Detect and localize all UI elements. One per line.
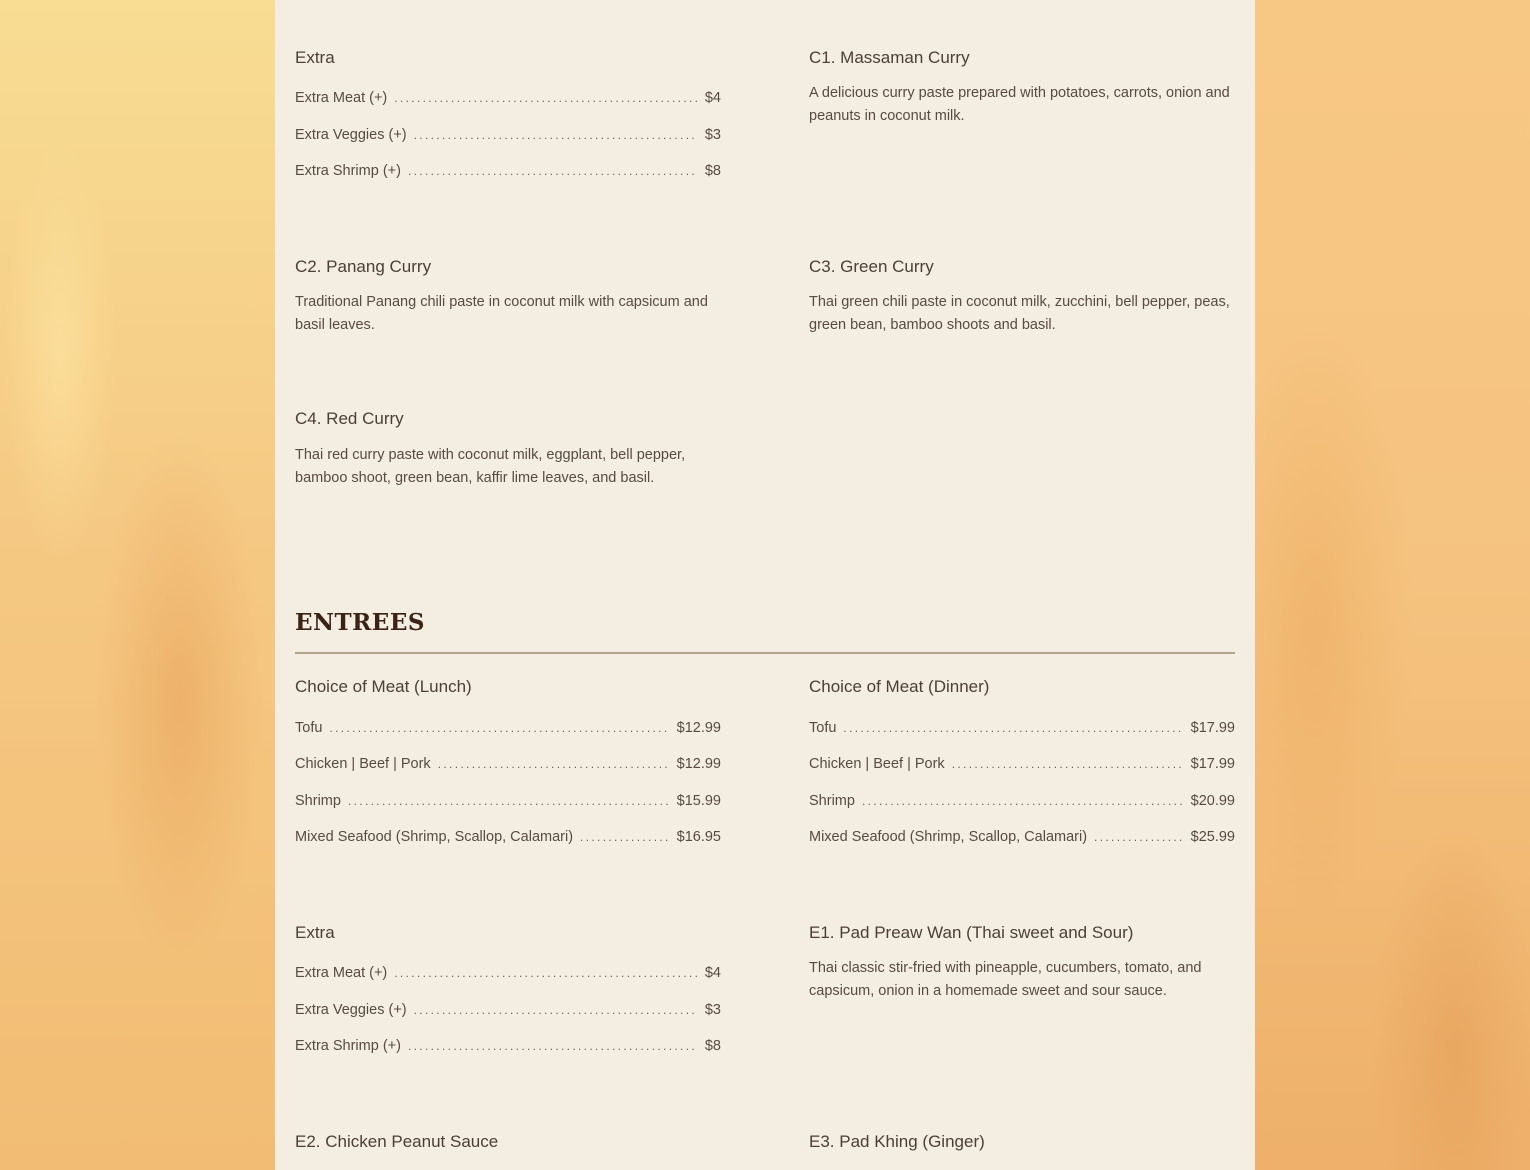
background-left [0, 0, 275, 1170]
menu-row [295, 793, 721, 809]
leader-dots [438, 757, 670, 771]
item-price: $16.95 [676, 829, 721, 845]
dish-description: A delicious curry paste prepared with potatoes, carrots, onion and peanuts in coconut milk. [809, 85, 1230, 124]
dish-description: Thai green chili paste in coconut milk, zucchini, bell pepper, peas, green bean, bamboo shoots and basil. [809, 294, 1230, 333]
menu-row [295, 965, 721, 981]
item-name: Shrimp [295, 793, 341, 809]
dish-title: C1. Massaman Curry [809, 48, 970, 67]
menu-row [809, 756, 1235, 772]
menu-row [295, 1002, 721, 1018]
menu-row [809, 793, 1235, 809]
menu-row [295, 90, 721, 106]
leader-dots [329, 721, 669, 735]
curry-extra-title: Extra [295, 48, 335, 67]
menu-row [809, 720, 1235, 736]
item-price: $4 [704, 965, 721, 981]
menu-row [295, 756, 721, 772]
leader-dots [952, 757, 1184, 771]
item-price: $3 [704, 127, 721, 143]
item-price: $15.99 [676, 793, 721, 809]
lunch-title: Choice of Meat (Lunch) [295, 677, 472, 696]
menu-panel [275, 0, 1255, 1170]
dish-description: Traditional Panang chili paste in coconut milk with capsicum and basil leaves. [295, 294, 708, 333]
item-price: $20.99 [1190, 793, 1235, 809]
menu-row [295, 127, 721, 143]
leader-dots [348, 794, 670, 808]
menu-row [295, 720, 721, 736]
item-name: Extra Meat (+) [295, 965, 388, 981]
dish-title: E2. Chicken Peanut Sauce [295, 1132, 499, 1151]
entrees-extra-title: Extra [295, 923, 335, 942]
item-name: Tofu [295, 720, 323, 736]
item-name: Chicken | Beef | Pork [809, 756, 945, 772]
item-name: Extra Meat (+) [295, 90, 388, 106]
leader-dots [394, 966, 698, 980]
menu-row [295, 163, 721, 179]
dinner-title: Choice of Meat (Dinner) [809, 677, 990, 696]
item-name: Shrimp [809, 793, 855, 809]
leader-dots [843, 721, 1183, 735]
item-price: $25.99 [1190, 829, 1235, 845]
dish-title: E3. Pad Khing (Ginger) [809, 1132, 985, 1151]
dish-title: C4. Red Curry [295, 409, 404, 428]
item-name: Extra Veggies (+) [295, 1002, 407, 1018]
item-name: Extra Veggies (+) [295, 127, 407, 143]
menu-row [809, 829, 1235, 845]
item-price: $3 [704, 1002, 721, 1018]
item-price: $8 [704, 1038, 721, 1054]
leader-dots [580, 830, 670, 844]
dish-title: C3. Green Curry [809, 257, 934, 276]
section-title-entrees: ENTREES [295, 609, 425, 636]
item-name: Tofu [809, 720, 837, 736]
background-right [1255, 0, 1530, 1170]
item-price: $4 [704, 90, 721, 106]
section-divider [295, 652, 1235, 654]
leader-dots [414, 128, 698, 142]
item-name: Mixed Seafood (Shrimp, Scallop, Calamari) [809, 829, 1088, 845]
dish-title: E1. Pad Preaw Wan (Thai sweet and Sour) [809, 923, 1134, 942]
dish-description: Thai classic stir-fried with pineapple, cucumbers, tomato, and capsicum, onion in a homemade sweet and sour sauce. [809, 960, 1202, 999]
dish-title: C2. Panang Curry [295, 257, 432, 276]
item-name: Extra Shrimp (+) [295, 1038, 401, 1054]
item-name: Extra Shrimp (+) [295, 163, 401, 179]
item-price: $17.99 [1190, 756, 1235, 772]
item-name: Chicken | Beef | Pork [295, 756, 431, 772]
leader-dots [394, 91, 698, 105]
menu-row [295, 829, 721, 845]
leader-dots [414, 1003, 698, 1017]
leader-dots [408, 1039, 698, 1053]
item-name: Mixed Seafood (Shrimp, Scallop, Calamari) [295, 829, 574, 845]
leader-dots [862, 794, 1184, 808]
leader-dots [408, 164, 698, 178]
menu-row [295, 1038, 721, 1054]
item-price: $12.99 [676, 720, 721, 736]
item-price: $17.99 [1190, 720, 1235, 736]
leader-dots [1094, 830, 1184, 844]
item-price: $8 [704, 163, 721, 179]
item-price: $12.99 [676, 756, 721, 772]
dish-description: Thai red curry paste with coconut milk, eggplant, bell pepper, bamboo shoot, green bean, kaffir lime leaves, and basil. [295, 447, 686, 486]
